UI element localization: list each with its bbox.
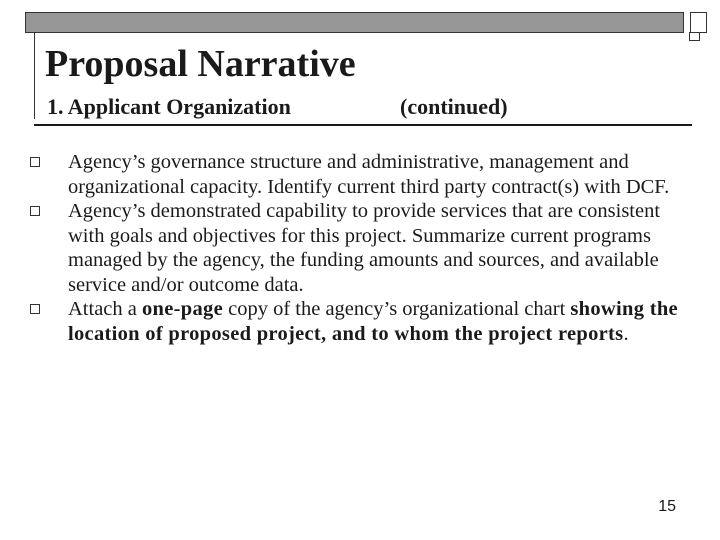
corner-decorative-square	[689, 32, 700, 41]
bullet-text-emphasis: showing the location of proposed project, and to whom the project reports	[68, 298, 678, 345]
corner-decorative-box	[690, 12, 707, 33]
page-number: 15	[658, 498, 676, 515]
bullet-item	[30, 199, 690, 297]
bullet-text: Agency’s governance structure and administrative, management and organizational capacity. Identify current third party contract(s) with DCF.	[68, 151, 670, 198]
bullet-text-part: copy of the agency’s organizational chart	[222, 298, 571, 320]
top-decorative-bar	[25, 12, 684, 33]
hollow-square-icon	[30, 206, 40, 216]
heading-underline	[34, 124, 692, 126]
bullet-text-part: .	[623, 322, 629, 345]
bullet-item	[30, 150, 690, 199]
slide-title: Proposal Narrative	[45, 43, 356, 85]
bullet-text-emphasis: one-page	[142, 298, 223, 320]
section-heading-continued: (continued)	[400, 94, 508, 119]
left-decorative-line	[34, 33, 35, 119]
hollow-square-icon	[30, 304, 40, 314]
bullet-item	[30, 297, 690, 346]
section-heading: 1. Applicant Organization	[47, 94, 291, 119]
hollow-square-icon	[30, 157, 40, 167]
bullet-list	[30, 150, 690, 346]
bullet-text-part: Attach a	[68, 298, 142, 320]
bullet-text: Agency’s demonstrated capability to provide services that are consistent with goals and objectives for this project. Summarize current programs managed by the agency, the funding amounts and sources, and available service and/or outcome data.	[68, 200, 661, 296]
